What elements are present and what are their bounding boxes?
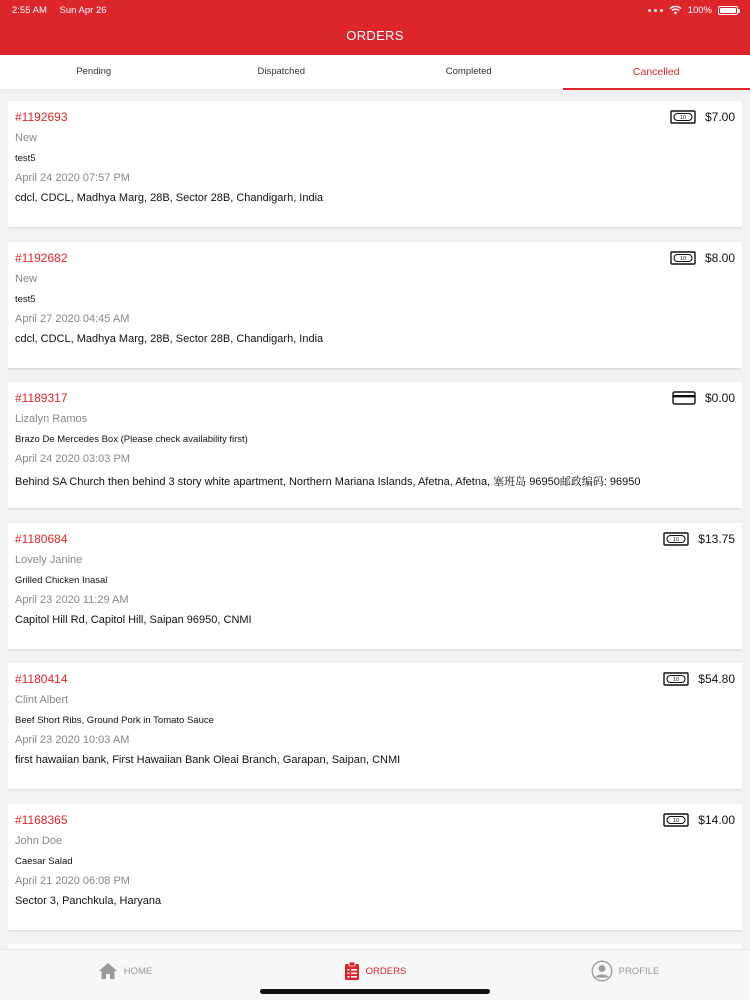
order-amount: $14.00 xyxy=(698,812,735,827)
cash-icon xyxy=(670,110,696,124)
order-amount-group xyxy=(670,110,735,124)
order-date: April 23 2020 11:29 AM xyxy=(15,593,129,606)
order-id: #1180684 xyxy=(15,531,68,546)
order-address: Behind SA Church then behind 3 story white apartment, Northern Mariana Islands, Afetna, Afetna, 塞班岛 96950邮政编码: 96950 xyxy=(15,476,641,488)
order-customer: Lizalyn Ramos xyxy=(15,413,88,425)
svg-text:10: 10 xyxy=(673,817,680,824)
battery-percent: 100% xyxy=(687,4,712,16)
order-address: first hawaiian bank, First Hawaiian Bank Oleai Branch, Garapan, Saipan, CNMI xyxy=(15,754,401,766)
order-card[interactable] xyxy=(8,804,742,930)
cash-icon xyxy=(663,672,689,686)
nav-orders-label: ORDERS xyxy=(365,965,407,977)
svg-text:10: 10 xyxy=(679,255,687,262)
cash-icon xyxy=(663,813,689,827)
order-id: #1192693 xyxy=(15,110,68,124)
status-right xyxy=(648,5,738,16)
order-items: Grilled Chicken Inasal xyxy=(15,574,108,586)
status-bar xyxy=(12,3,738,17)
order-items: test5 xyxy=(15,153,36,164)
order-address: cdcl, CDCL, Madhya Marg, 28B, Sector 28B, Chandigarh, India xyxy=(15,332,324,345)
order-id: #1168365 xyxy=(15,812,68,827)
app-header xyxy=(0,0,750,55)
page-title: ORDERS xyxy=(346,28,404,43)
order-customer: John Doe xyxy=(15,834,63,847)
order-amount-group xyxy=(663,532,735,546)
nav-profile-label: PROFILE xyxy=(618,965,660,977)
order-amount: $0.00 xyxy=(704,391,735,405)
clipboard-icon xyxy=(344,961,360,981)
order-amount-group xyxy=(670,251,735,265)
order-address: Capitol Hill Rd, Capitol Hill, Saipan 96950, CNMI xyxy=(15,613,252,626)
order-date: April 24 2020 03:03 PM xyxy=(15,453,130,465)
order-id: #1180414 xyxy=(15,672,68,686)
cash-icon xyxy=(670,251,696,265)
order-items: Brazo De Mercedes Box (Please check availability first) xyxy=(15,434,248,445)
order-customer: New xyxy=(15,132,38,144)
cash-icon xyxy=(663,532,689,546)
order-amount: $13.75 xyxy=(698,531,735,546)
home-indicator xyxy=(260,989,490,994)
battery-icon xyxy=(718,6,738,15)
order-items: Caesar Salad xyxy=(15,855,73,867)
nav-profile[interactable] xyxy=(500,950,750,1000)
order-tabs xyxy=(0,55,750,90)
order-address: cdcl, CDCL, Madhya Marg, 28B, Sector 28B, Chandigarh, India xyxy=(15,192,324,204)
order-customer: New xyxy=(15,272,38,285)
order-amount-group xyxy=(672,391,735,405)
svg-text:10: 10 xyxy=(673,536,680,543)
home-icon xyxy=(98,962,118,980)
order-amount-group xyxy=(663,672,735,686)
order-card[interactable] xyxy=(8,382,742,508)
status-left xyxy=(12,5,117,16)
order-amount-group xyxy=(663,813,735,827)
order-id: #1192682 xyxy=(15,250,68,265)
order-amount: $8.00 xyxy=(704,250,735,265)
profile-icon xyxy=(591,960,613,982)
order-card[interactable] xyxy=(8,663,742,789)
wifi-icon xyxy=(669,5,682,15)
tab-completed[interactable]: Completed xyxy=(445,66,492,77)
order-date: April 23 2020 10:03 AM xyxy=(15,734,130,746)
order-items: test5 xyxy=(15,293,36,305)
order-address: Sector 3, Panchkula, Haryana xyxy=(15,894,162,907)
status-date: Sun Apr 26 xyxy=(59,4,107,16)
order-date: April 21 2020 06:08 PM xyxy=(15,874,130,887)
order-amount: $54.80 xyxy=(698,672,735,686)
order-id: #1189317 xyxy=(15,391,68,405)
order-amount: $7.00 xyxy=(704,110,735,124)
svg-text:10: 10 xyxy=(679,115,687,122)
order-customer: Clint Albert xyxy=(15,694,69,706)
nav-home-label: HOME xyxy=(123,965,153,977)
order-card[interactable] xyxy=(8,523,742,649)
tab-cancelled[interactable]: Cancelled xyxy=(563,55,750,89)
order-date: April 24 2020 07:57 PM xyxy=(15,172,130,184)
order-date: April 27 2020 04:45 AM xyxy=(15,312,130,325)
order-customer: Lovely Janine xyxy=(15,553,83,566)
order-card[interactable] xyxy=(8,242,742,368)
svg-text:10: 10 xyxy=(673,677,680,684)
order-items: Beef Short Ribs, Ground Pork in Tomato Sauce xyxy=(15,715,214,726)
tab-dispatched[interactable]: Dispatched xyxy=(257,66,306,77)
orders-list[interactable] xyxy=(8,101,742,951)
multitask-dots-icon xyxy=(648,9,663,12)
card-icon xyxy=(672,391,696,405)
order-card[interactable] xyxy=(8,101,742,227)
nav-home[interactable] xyxy=(0,950,250,1000)
tab-pending[interactable]: Pending xyxy=(76,66,112,77)
status-time: 2:55 AM xyxy=(12,4,47,16)
